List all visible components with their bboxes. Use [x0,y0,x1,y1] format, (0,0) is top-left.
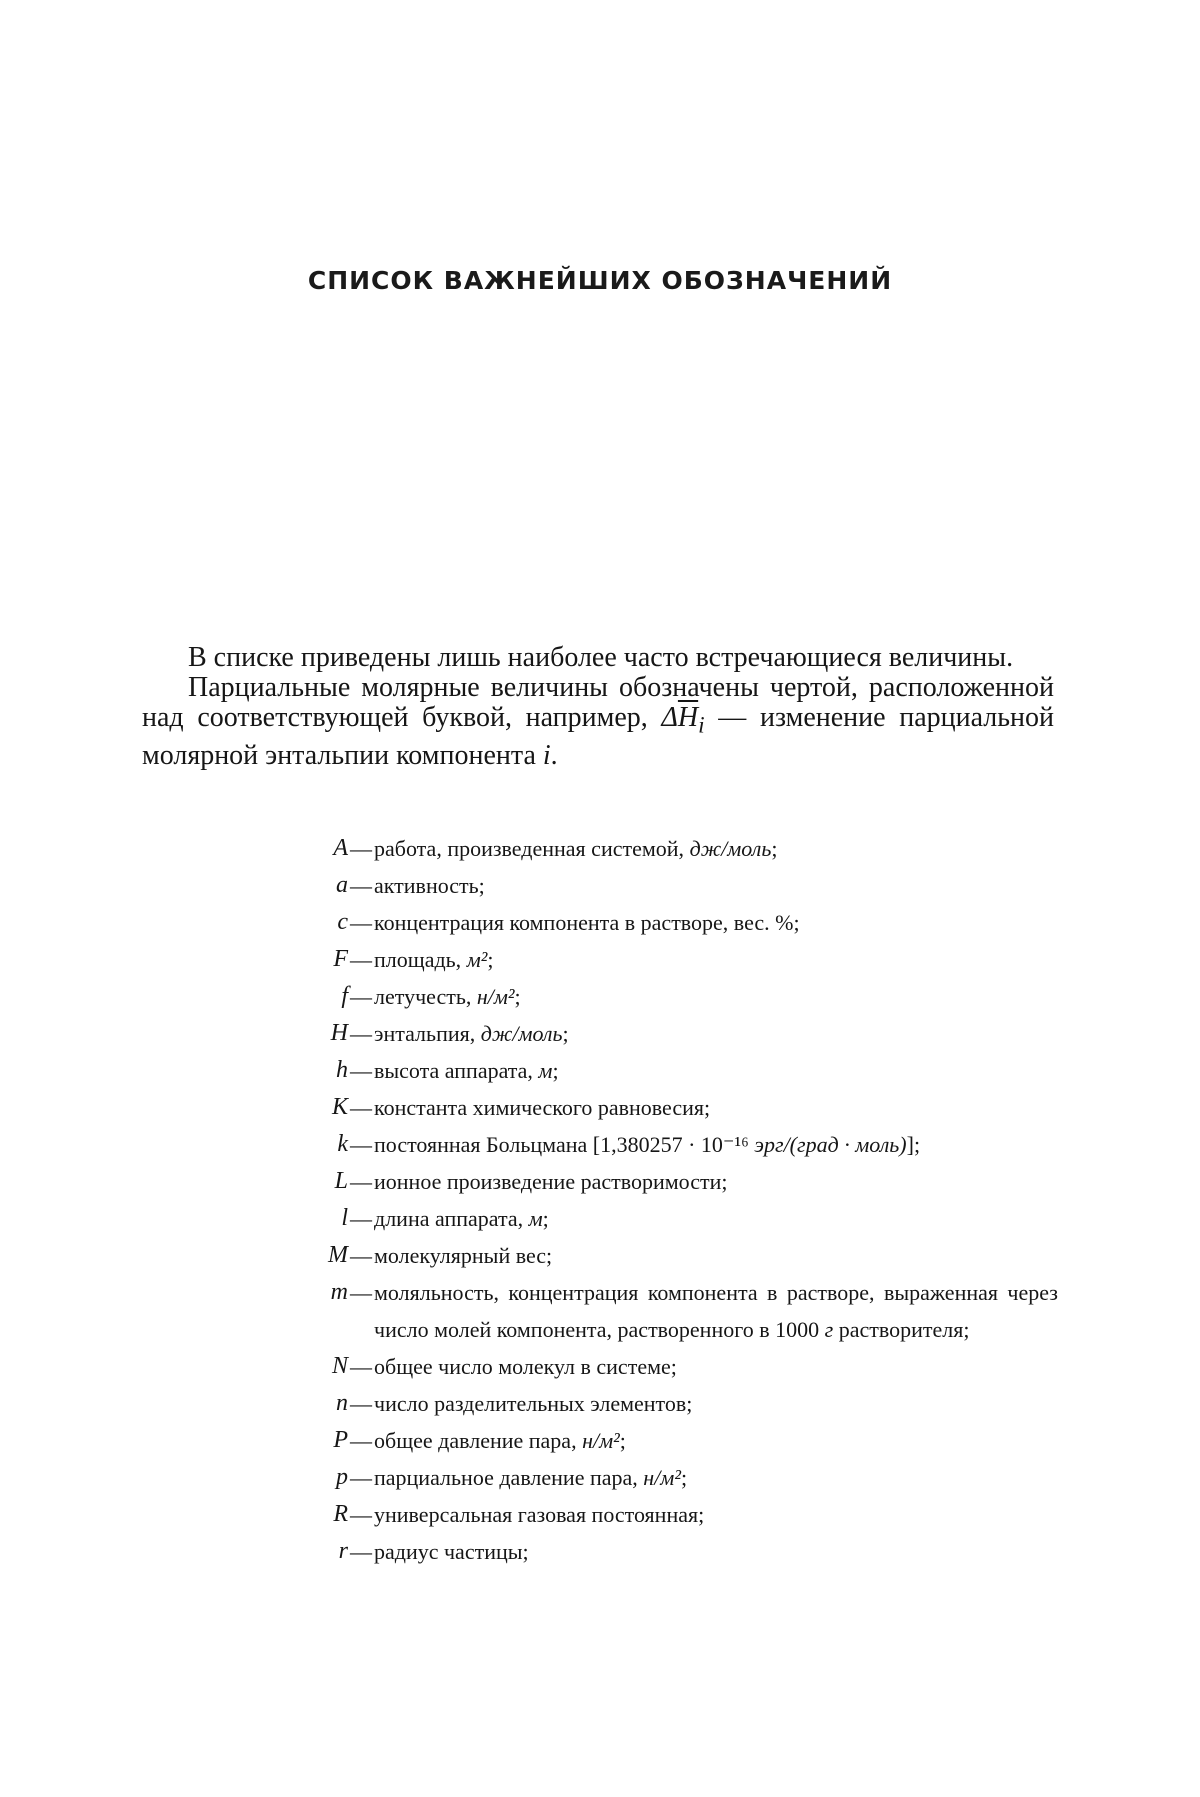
symbol-dash: — [350,947,372,972]
symbol-description-tail: ; [552,1058,559,1083]
symbol-dash: — [350,1243,372,1268]
symbol-description-text: общее давление пара, [374,1428,583,1453]
symbol-dash: — [350,1095,372,1120]
symbol-unit: эрг/(град · моль) [754,1132,907,1157]
symbol-unit: м² [466,947,488,972]
example-symbol-delta: Δ [661,702,678,733]
symbol-unit: н/м² [476,984,515,1009]
symbol-description [374,867,1058,904]
symbol-unit: м [538,1058,553,1083]
symbol-letter: M [328,1242,348,1268]
intro-p2-start: Парциальные молярные величины обозначены чертой, расположенной над соответствующей буквой, например, [142,672,1054,733]
symbol-description-tail: ; [487,947,494,972]
intro-p2-middle: — изменение парциальной молярной энтальпии компонента [142,702,1054,771]
symbol-entry [318,1089,1058,1126]
symbol-unit: м [528,1206,543,1231]
symbol-entry [318,904,1058,941]
symbol-unit: н/м² [643,1465,681,1490]
symbol-dash: — [350,873,372,898]
symbol-entry [318,1200,1058,1237]
symbol-letter: m [330,1279,348,1305]
symbol-description [374,1422,1058,1459]
symbol-list [318,830,1058,1570]
symbol-entry [318,978,1058,1015]
symbol-letter: F [333,946,348,972]
symbol-dash: — [350,1502,372,1527]
symbol-entry [318,1237,1058,1274]
symbol-dash: — [350,1391,372,1416]
symbol-entry [318,1496,1058,1533]
symbol-description [374,1126,1058,1163]
example-symbol-letter: $\overline{H}$ [677,702,699,733]
symbol-description [374,941,1058,978]
page-title: СПИСОК ВАЖНЕЙШИХ ОБОЗНАЧЕНИЙ [307,266,893,295]
symbol-entry [318,941,1058,978]
intro-text [142,643,1054,771]
symbol-description-text: моляльность, концентрация компонента в растворе, выраженная через число молей компонента, растворенного в 1000 [374,1280,1058,1342]
symbol-description-text: число разделительных элементов; [374,1391,693,1416]
symbol-description-text: ионное произведение растворимости; [374,1169,728,1194]
symbol-description-text: постоянная Больцмана [1,380257 · 10⁻¹⁶ [374,1132,755,1157]
symbol-dash: — [350,984,372,1009]
symbol-description-tail: ; [771,836,778,861]
symbol-letter: P [333,1427,348,1453]
example-symbol-subscript: i [698,712,705,739]
symbol-letter: k [337,1131,348,1157]
symbol-letter: L [334,1168,348,1194]
symbol-entry [318,1348,1058,1385]
symbol-entry [318,1126,1058,1163]
symbol-entry [318,867,1058,904]
symbol-description [374,1385,1058,1422]
symbol-description [374,1200,1058,1237]
symbol-description [374,1052,1058,1089]
symbol-letter: H [330,1020,348,1046]
symbol-entry [318,830,1058,867]
symbol-description-text: энтальпия, [374,1021,481,1046]
symbol-letter: l [341,1205,348,1231]
symbol-entry [318,1422,1058,1459]
symbol-letter: R [333,1501,348,1527]
symbol-description-text: концентрация компонента в растворе, вес. %; [374,910,800,935]
symbol-description-tail: ]; [906,1132,921,1157]
symbol-letter: A [333,835,348,861]
symbol-dash: — [350,1280,372,1305]
symbol-description-text: молекулярный вес; [374,1243,553,1268]
symbol-description-text: радиус частицы; [374,1539,529,1564]
symbol-entry [318,1533,1058,1570]
symbol-dash: — [350,1465,372,1490]
symbol-unit: дж/моль [689,836,772,861]
symbol-description [374,1274,1058,1348]
symbol-dash: — [350,1132,372,1157]
symbol-description-tail: ; [619,1428,626,1453]
symbol-letter: n [336,1390,348,1416]
symbol-description [374,1496,1058,1533]
symbol-description-text: общее число молекул в системе; [374,1354,677,1379]
symbol-entry [318,1459,1058,1496]
symbol-unit: г [824,1317,834,1342]
symbol-description-text: работа, произведенная системой, [374,836,690,861]
symbol-description-text: летучесть, [374,984,477,1009]
symbol-description-tail: ; [542,1206,549,1231]
symbol-dash: — [350,910,372,935]
symbol-letter: r [338,1538,348,1564]
symbol-letter: p [336,1464,348,1490]
intro-paragraph-2 [142,673,1054,771]
symbol-description [374,1459,1058,1496]
symbol-description-tail: ; [562,1021,569,1046]
symbol-description-text: длина аппарата, [374,1206,529,1231]
symbol-description-tail: ; [680,1465,688,1490]
symbol-description-text: константа химического равновесия; [374,1095,711,1120]
symbol-description-tail: ; [514,984,521,1009]
symbol-description [374,904,1058,941]
symbol-description-text: парциальное давление пара, [374,1465,644,1490]
symbol-description [374,830,1058,867]
symbol-dash: — [350,1539,372,1564]
symbol-entry [318,1274,1058,1348]
symbol-description [374,1533,1058,1570]
symbol-letter: a [336,872,348,898]
symbol-entry [318,1052,1058,1089]
intro-p2-end: . [550,739,558,771]
symbol-letter: c [337,909,348,935]
intro-paragraph-1: В списке приведены лишь наиболее часто встречающиеся величины. [188,642,1014,673]
symbol-description-text: высота аппарата, [374,1058,539,1083]
symbol-dash: — [350,1354,372,1379]
symbol-dash: — [350,836,372,861]
symbol-letter: h [336,1057,348,1083]
symbol-description-tail: растворителя; [833,1317,970,1342]
symbol-entry [318,1163,1058,1200]
symbol-unit: дж/моль [480,1021,563,1046]
symbol-dash: — [350,1169,372,1194]
symbol-dash: — [350,1428,372,1453]
symbol-description [374,1015,1058,1052]
symbol-dash: — [350,1206,372,1231]
symbol-description [374,1237,1058,1274]
symbol-entry [318,1015,1058,1052]
symbol-description [374,1163,1058,1200]
symbol-unit: н/м² [582,1428,620,1453]
symbol-dash: — [350,1021,372,1046]
symbol-description [374,978,1058,1015]
symbol-dash: — [350,1058,372,1083]
symbol-description-text: активность; [374,873,485,898]
symbol-description [374,1089,1058,1126]
symbol-description [374,1348,1058,1385]
intro-component-symbol: i [542,739,551,771]
symbol-letter: N [331,1353,348,1379]
symbol-letter: K [331,1094,348,1120]
symbol-entry [318,1385,1058,1422]
symbol-description-text: универсальная газовая постоянная; [374,1502,705,1527]
symbol-letter: f [341,983,348,1009]
example-symbol [661,702,705,739]
symbol-description-text: площадь, [374,947,467,972]
